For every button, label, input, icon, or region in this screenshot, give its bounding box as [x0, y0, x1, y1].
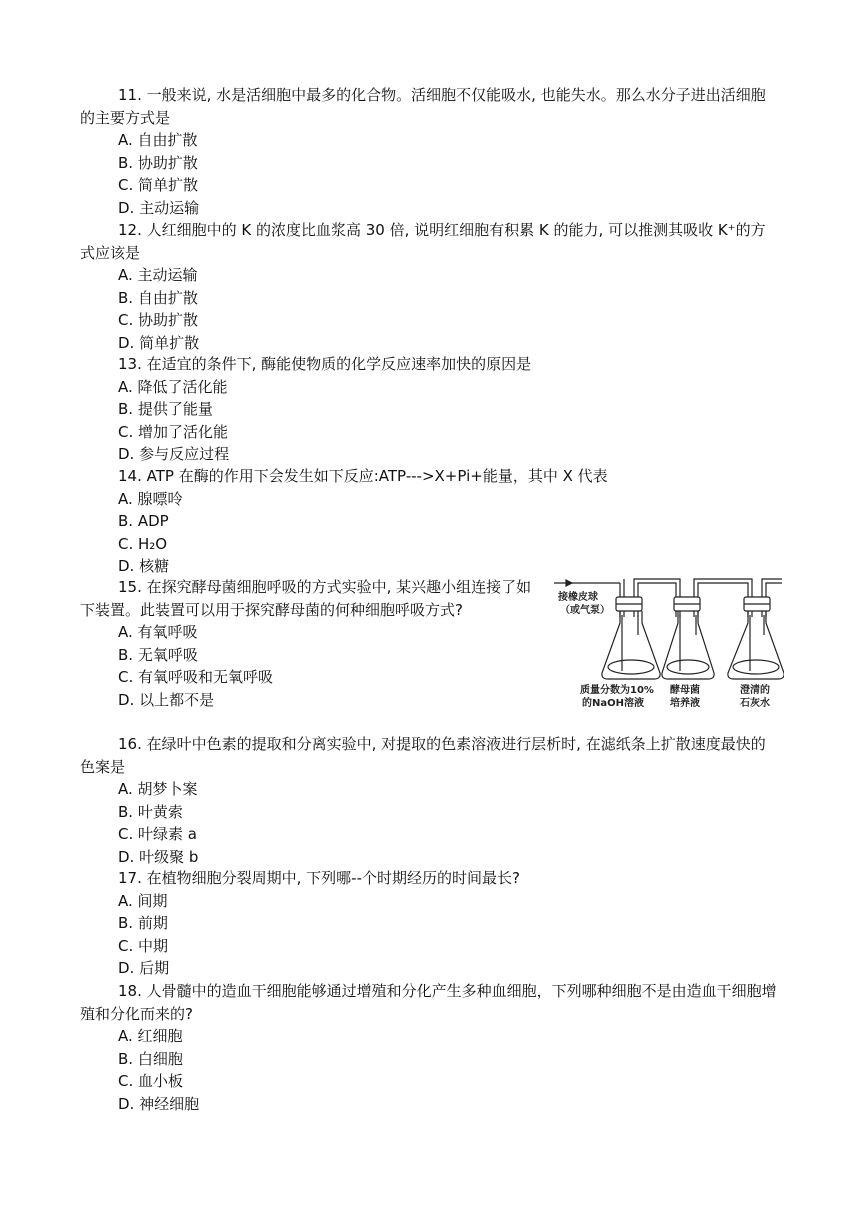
question-11	[80, 84, 780, 219]
question-13	[80, 353, 780, 466]
option-b: B. 白细胞	[118, 1049, 183, 1068]
option-c: C. H₂O	[118, 534, 168, 553]
option-b: B. 叶黄索	[118, 802, 183, 821]
flask2-label-line2: 培养液	[670, 698, 700, 709]
question-stem: 16. 在绿叶中色素的提取和分离实验中, 对提取的色素溶液进行层析时, 在滤纸条上扩散速度最快的色案是	[80, 735, 766, 776]
option-d: D. 叶级聚 b	[118, 847, 199, 866]
option-a: A. 降低了活化能	[118, 377, 228, 396]
option-d: D. 简单扩散	[118, 333, 200, 352]
flask3-label-line1: 澄清的	[740, 685, 770, 696]
option-a: A. 红细胞	[118, 1027, 183, 1045]
option-b: B. 无氧呼吸	[118, 645, 198, 664]
option-a: A. 胡梦卜案	[118, 780, 198, 798]
pump-label-line1: 接橡皮球	[558, 592, 598, 603]
question-16	[80, 733, 780, 868]
question-18	[80, 980, 780, 1115]
option-b: B. 自由扩散	[118, 288, 198, 307]
flask3-label-line2: 石灰水	[740, 698, 770, 709]
pump-label-line2: （或气泵）	[560, 605, 610, 616]
option-d: D. 神经细胞	[118, 1094, 200, 1113]
option-d: D. 后期	[118, 959, 170, 977]
option-b: B. ADP	[118, 512, 169, 530]
question-14	[80, 465, 780, 578]
option-c: C. 中期	[118, 936, 169, 955]
option-a: A. 间期	[118, 891, 168, 910]
yeast-respiration-apparatus-figure	[552, 575, 784, 709]
question-stem: 13. 在适宜的条件下, 酶能使物质的化学反应速率加快的原因是	[118, 355, 532, 373]
question-stem: 17. 在植物细胞分裂周期中, 下列哪--个时期经历的时间最长?	[118, 869, 520, 887]
question-stem: 18. 人骨髓中的造血干细胞能够通过增殖和分化产生多种血细胞，下列哪种细胞不是由造血干细胞增殖和分化而来的?	[80, 982, 777, 1023]
question-17	[80, 867, 780, 980]
option-a: A. 主动运输	[118, 266, 198, 284]
question-stem: 14. ATP 在酶的作用下会发生如下反应:ATP--->X+Pi+能量，其中 X 代表	[118, 467, 608, 485]
option-d: D. 核糖	[118, 557, 170, 575]
question-stem: 15. 在探究酵母菌细胞呼吸的方式实验中, 某兴趣小组连接了如下装置。此装置可以用于探究酵母菌的何种细胞呼吸方式?	[80, 578, 532, 619]
option-b: B. 前期	[118, 914, 168, 932]
option-d: D. 参与反应过程	[118, 445, 230, 463]
option-c: C. 协助扩散	[118, 311, 199, 329]
option-d: D. 主动运输	[118, 198, 200, 217]
question-stem: 12. 人红细胞中的 K 的浓度比血浆高 30 倍, 说明红细胞有积累 K 的能力, 可以推测其吸收 K⁺的方式应该是	[80, 221, 766, 262]
question-12	[80, 219, 780, 354]
flask1-label-line1: 质量分数为10%	[580, 685, 654, 696]
flask1-label-line2: 的NaOH溶液	[582, 698, 644, 709]
question-stem: 11. 一般来说, 水是活细胞中最多的化合物。活细胞不仅能吸水, 也能失水。那么水分子进出活细胞的主要方式是	[80, 86, 766, 127]
option-c: C. 有氧呼吸和无氧呼吸	[118, 668, 274, 686]
option-c: C. 血小板	[118, 1072, 184, 1090]
flask2-label-line1: 酵母菌	[670, 685, 700, 696]
option-b: B. 提供了能量	[118, 400, 213, 418]
option-a: A. 有氧呼吸	[118, 623, 198, 641]
option-a: A. 腺嘌呤	[118, 489, 183, 508]
option-c: C. 叶绿素 a	[118, 825, 197, 843]
option-d: D. 以上都不是	[118, 690, 215, 709]
option-c: C. 增加了活化能	[118, 422, 229, 441]
option-b: B. 协助扩散	[118, 153, 198, 172]
option-a: A. 自由扩散	[118, 131, 198, 149]
option-c: C. 简单扩散	[118, 176, 199, 194]
